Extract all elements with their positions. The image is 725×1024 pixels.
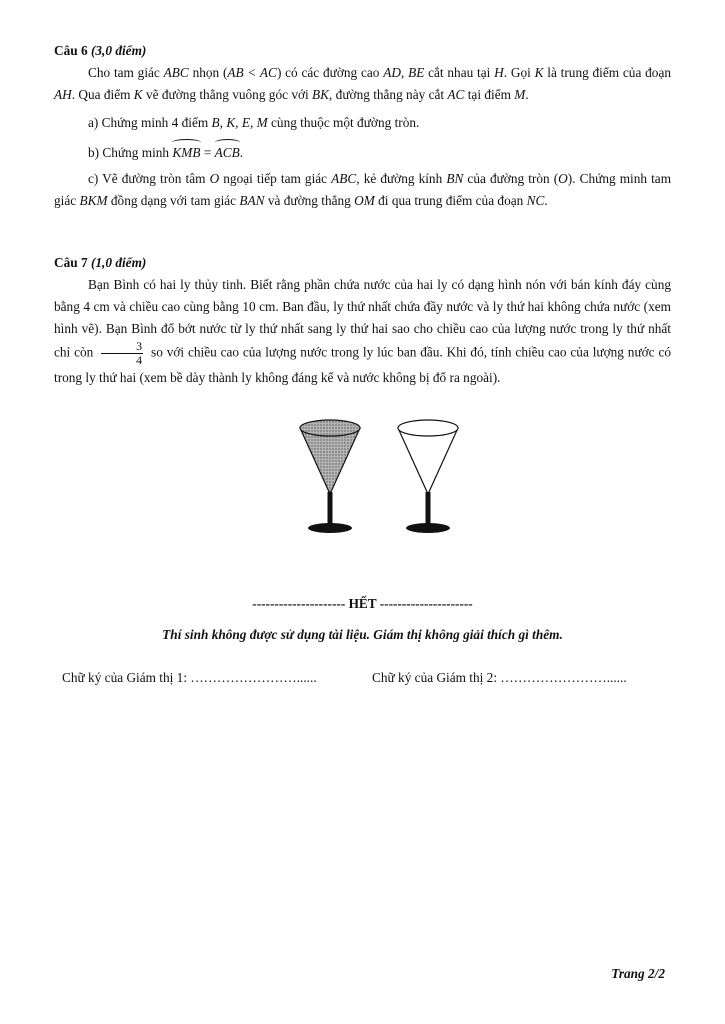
question-6-part-c: c) Vẽ đường tròn tâm O ngoại tiếp tam giác ABC, kẻ đường kính BN của đường tròn (O). Chứng minh tam giác BKM đồng dạng với tam giác BAN và đường thẳng OM đi qua trung điểm của đoạn NC.	[54, 171, 672, 208]
empty-glass	[398, 420, 458, 533]
fraction-three-quarters: $\frac{3}{4}$	[101, 340, 143, 367]
empty-glass-rim	[398, 420, 458, 436]
glasses-figure	[296, 418, 476, 536]
full-glass-stem	[328, 492, 333, 526]
exam-note: Thí sinh không được sử dụng tài liệu. Giám thị không giải thích gì thêm.	[162, 627, 563, 642]
full-glass-rim	[300, 420, 360, 436]
full-glass-water	[300, 428, 360, 494]
question-6	[54, 40, 671, 212]
question-6-part-a: a) Chứng minh 4 điểm B, K, E, M cùng thuộc một đường tròn.	[88, 115, 420, 130]
question-6-part-b: b) Chứng minh KMB = ACB.	[54, 142, 671, 164]
empty-glass-base	[406, 523, 450, 533]
question-7-text: Bạn Bình có hai ly thủy tinh. Biết rằng phần chứa nước của hai ly có dạng hình nón với bán kính đáy cùng bằng 4 cm và chiều cao cùng bằng 10 cm. Ban đầu, ly thứ nhất chứa đầy nước và ly thứ hai không chứa nước (xem hình vẽ). Bạn Bình đổ bớt nước từ ly thứ nhất sang ly thứ hai sao cho chiều cao của lượng nước trong ly thứ nhất chỉ còn $\frac{3}{4}$ so với chiều cao của lượng nước trong ly lúc ban đầu. Khi đó, tính chiều cao của lượng nước có trong ly thứ hai (xem bề dày thành ly không đáng kể và nước không bị đổ ra ngoài).	[54, 277, 671, 385]
signature-proctor-2: Chữ ký của Giám thị 2: ……………………......	[372, 670, 627, 685]
empty-glass-cone	[398, 428, 458, 494]
question-7	[54, 252, 671, 389]
question-7-heading: Câu 7 (1,0 điểm)	[54, 255, 147, 270]
signature-proctor-1: Chữ ký của Giám thị 1: ……………………......	[62, 670, 317, 685]
full-glass	[300, 420, 360, 533]
full-glass-base	[308, 523, 352, 533]
empty-glass-stem	[426, 492, 431, 526]
page-number: Trang 2/2	[611, 966, 665, 981]
question-6-intro: Cho tam giác ABC nhọn (AB < AC) có các đường cao AD, BE cắt nhau tại H. Gọi K là trung điểm của đoạn AH. Qua điểm K vẽ đường thẳng vuông góc với BK, đường thẳng này cắt AC tại điểm M.	[54, 65, 671, 102]
question-6-heading: Câu 6 (3,0 điểm)	[54, 43, 147, 58]
end-mark: --------------------- HẾT ---------------------	[252, 596, 473, 611]
